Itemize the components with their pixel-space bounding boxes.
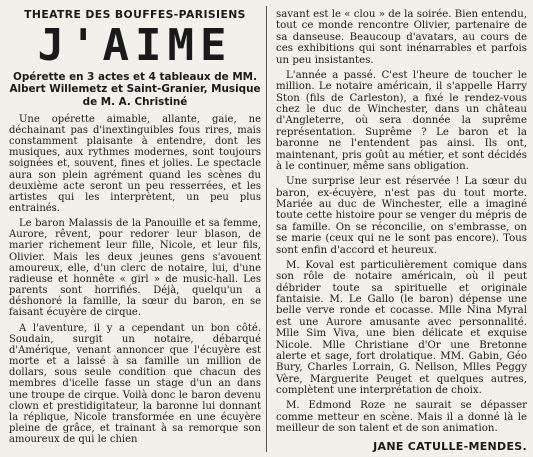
paragraph: Une opérette aimable, allante, gaie, ne déchainant pas d'inextinguibles fous rires, mais constamment plaisante à entendre, dont les musiques, aux rythmes modernes, sont toujours soignées et, souvent, fines et jolies. Le spectacle aura son plein agrément quand les scènes du deuxième acte seront un peu resserrées, et les artistes qui les interprètent, un peu plus entrainés. bbox=[9, 113, 261, 215]
paragraph: Une surprise leur est réservée ! La sœur du baron, ex-écuyère, n'est pas du tout morte. Mariée au duc de Winchester, elle a imaginé toute cette histoire pour se venger du mépris de sa famille. On se réconcilie, on s'embrasse, on se marie (ceux qui ne le sont pas encore). Tous sont enfin d'accord et heureux. bbox=[276, 176, 527, 256]
paragraph: L'année a passé. C'est l'heure de toucher le million. Le notaire américain, il s'appelle Harry Ston (fils de Carleston), a fixé le rendez-vous chez le duc de Winchester, dans un château d'Angleterre, où sera donnée la suprême représentation. Suprême ? Le baron et la baronne ne l'entendent pas ainsi. Ils ont, maintenant, pris goût au métier, et sont décidés à le continuer, même sans obligation. bbox=[276, 69, 527, 172]
column-divider bbox=[266, 6, 267, 452]
right-column bbox=[276, 9, 527, 452]
paragraph: M. Edmond Roze ne saurait se dépasser comme metteur en scène. Mais il a donné là le meilleur de son talent et de son animation. bbox=[276, 400, 527, 435]
paragraph: savant est le « clou » de la soirée. Bien entendu, tout ce monde rencontre Olivier, partenaire de sa danseuse. Beaucoup d'avatars, au cours de ces exhibitions qui sont inénarrables et parfois un peu insistantes. bbox=[276, 9, 527, 66]
paragraph: A l'aventure, il y a cependant un bon côté. Soudain, surgit un notaire, débarqué d'Amérique, venant annoncer que l'écuyère est morte et a laissé à sa famille un million de dollars, sous seule condition que chacun des membres d'icelle fasse un stage d'un an dans une troupe de cirque. Voilà donc le baron devenu clown et prestidigitateur, la baronne lui donnant la réplique, Nicole transformée en une écuyère pleine de grâce, et trainant à sa remorque son amoureux de qui le chien bbox=[9, 322, 261, 446]
left-column bbox=[9, 9, 261, 449]
paragraph: M. Koval est particulièrement comique dans son rôle de notaire américain, où il peut débrider toute sa spirituelle et originale fantaisie. M. Le Gallo (le baron) dépense une belle verve ronde et cocasse. Mlle Nina Myral est une Aurore amusante avec personnalité. Mlle Sim Viva, une bien délicate et exquise Nicole. Mlle Christiane d'Or une Bretonne alerte et sage, fort drolatique. MM. Gabin, Géo Bury, Charles Lorrain, G. Nellson, Mlles Peggy Vère, Marguerite Peuget et quelques autres, complètent une interprétation de choix. bbox=[276, 259, 527, 396]
byline: JANE CATULLE-MENDES. bbox=[373, 439, 527, 453]
theatre-name: THEATRE DES BOUFFES-PARISIENS bbox=[24, 8, 246, 21]
headline: J'AIME bbox=[37, 20, 233, 72]
subheadline: Opérette en 3 actes et 4 tableaux de MM. Albert Willemetz et Saint-Granier, Musique de M. A. Christiné bbox=[9, 71, 261, 108]
paragraph: Le baron Malassis de la Panouille et sa femme, Aurore, rêvent, pour redorer leur blason, de marier richement leur fille, Nicole, et leur fils, Olivier. Mais les deux jeunes gens s'avouent amoureux, elle, d'un clerc de notaire, lui, d'une radieuse et honnête « girl » de music-hall. Les parents sont horrifiés. Déjà, quelqu'un a déshonoré la famille, la sœur du baron, en se faisant écuyère de cirque. bbox=[9, 218, 261, 319]
